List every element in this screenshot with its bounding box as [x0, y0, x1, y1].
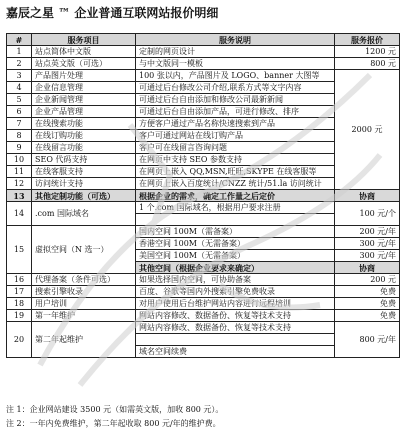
row-item: 用户培训: [32, 298, 136, 310]
row-item: 访问统计支持: [32, 178, 136, 190]
row-price: 200 元: [335, 274, 400, 286]
row-item: 在线留言功能: [32, 142, 136, 154]
row-num: 4: [7, 82, 32, 94]
row-desc: 网站内容修改、数据备份、恢复等技术支持: [136, 322, 335, 334]
price-table: [6, 33, 400, 358]
table-row: [7, 58, 400, 70]
row-num: 2: [7, 58, 32, 70]
header-num: #: [7, 34, 32, 46]
row-num: 3: [7, 70, 32, 82]
row-desc: 在网页上嵌入百度统计/CNZZ 统计/51.la 访问统计: [136, 178, 335, 190]
row-price: 协商: [335, 190, 400, 202]
row-num: 20: [7, 322, 32, 358]
row-num: 7: [7, 118, 32, 130]
row-num: 19: [7, 310, 32, 322]
footnote: 注 2：一年内免费维护，第二年起收取 800 元/年的维护费。: [6, 419, 221, 428]
table-row: [7, 274, 400, 286]
header-item: 服务项目: [32, 34, 136, 46]
footnotes: [6, 403, 223, 431]
row-num: 9: [7, 142, 32, 154]
row-desc: 1 个.com 国际域名，根据用户要求注册: [136, 202, 335, 214]
header-desc: 服务说明: [136, 34, 335, 46]
space-option: 香港空间 100M（无需备案）: [136, 238, 335, 250]
row-num: 13: [7, 190, 32, 202]
table-row: [7, 322, 400, 334]
row-item: SEO 代码支持: [32, 154, 136, 166]
row-item: 其他定制功能（可选）: [32, 190, 136, 202]
row-desc: 可通过后台自由添加产品，可进行修改、排序: [136, 106, 335, 118]
row-num: 11: [7, 166, 32, 178]
table-row: [7, 298, 400, 310]
row-desc: 100 张以内，产品图片及 LOGO、banner 大图等: [136, 70, 335, 82]
row-item: 第二年起维护: [32, 322, 136, 358]
row-item: 第一年维护: [32, 310, 136, 322]
table-header-row: [7, 34, 400, 46]
row-desc-empty: [136, 214, 335, 226]
row-num: 5: [7, 94, 32, 106]
row-desc: 与中文版同一模板: [136, 58, 335, 70]
table-row: [7, 70, 400, 82]
row-item: 企业产品管理: [32, 106, 136, 118]
space-other-price: 协商: [335, 262, 400, 274]
row-desc: 百度、谷歌等国内外搜索引擎免费收录: [136, 286, 335, 298]
row-desc: 在网页中支持 SEO 参数支持: [136, 154, 335, 166]
row-num: 15: [7, 226, 32, 274]
row-price: 1200 元: [335, 46, 400, 58]
row-price: 100 元/个: [335, 202, 400, 226]
space-option-price: 200 元/年: [335, 226, 400, 238]
row-item: 站点简体中文版: [32, 46, 136, 58]
row-desc: 对用户使用后台维护网站内容进行远程培训: [136, 298, 335, 310]
space-option-price: 300 元/年: [335, 250, 400, 262]
row-price: 免费: [335, 298, 400, 310]
row-item: .com 国际域名: [32, 202, 136, 226]
row-desc-empty: [136, 334, 335, 346]
row-item: 在线搜索功能: [32, 118, 136, 130]
row-num: 18: [7, 298, 32, 310]
row-item: 站点英文版（可选）: [32, 58, 136, 70]
row-desc: 域名空间续费: [136, 346, 335, 358]
row-num: 8: [7, 130, 32, 142]
row-item: 虚拟空间（N 选一）: [32, 226, 136, 274]
row-desc: 客户可在线留言咨询问题: [136, 142, 335, 154]
row-price: 免费: [335, 286, 400, 298]
row-desc: 方便客户通过产品名称快速搜索到产品: [136, 118, 335, 130]
row-desc: 可通过后台自由添加和修改公司最新新闻: [136, 94, 335, 106]
table-row: [7, 310, 400, 322]
row-num: 12: [7, 178, 32, 190]
row-num: 10: [7, 154, 32, 166]
row-num: 16: [7, 274, 32, 286]
merged-price: 2000 元: [335, 70, 400, 190]
header-price: 服务报价: [335, 34, 400, 46]
row-desc: 如果选择国内空间，可协助备案: [136, 274, 335, 286]
row-item: 代理备案（条件可选）: [32, 274, 136, 286]
row-price: 800 元/年: [335, 322, 400, 358]
row-desc: 客户可通过网站在线订购产品: [136, 130, 335, 142]
table-row: [7, 202, 400, 214]
page-title: 嘉辰之星 ™ 企业普通互联网站报价明细: [6, 6, 219, 20]
row-item: 产品图片处理: [32, 70, 136, 82]
row-item: 搜索引擎收录: [32, 286, 136, 298]
row-item: 在线订购功能: [32, 130, 136, 142]
space-option: 国内空间 100M（需备案）: [136, 226, 335, 238]
row-desc: 在网页上嵌入 QQ,MSN,旺旺,SKYPE 在线客服等: [136, 166, 335, 178]
row-item: 企业信息管理: [32, 82, 136, 94]
table-row: [7, 226, 400, 238]
space-option: 美国空间 100M（无需备案）: [136, 250, 335, 262]
row-price: 800 元: [335, 58, 400, 70]
row-num: 17: [7, 286, 32, 298]
space-option-price: 300 元/年: [335, 238, 400, 250]
space-other: 其他空间（根据企业要求来确定）: [136, 262, 335, 274]
row-desc: 可通过后台修改公司介绍,联系方式等文字内容: [136, 82, 335, 94]
row-desc: 根据企业的需求，确定工作量之后定价: [136, 190, 335, 202]
row-desc: 网站内容修改、数据备份、恢复等技术支持: [136, 310, 335, 322]
row-num: 14: [7, 202, 32, 226]
table-row: [7, 46, 400, 58]
footnote: 注 1：企业网站建设 3500 元（如需英文版，加收 800 元）。: [6, 405, 224, 414]
row-num: 6: [7, 106, 32, 118]
row-item: 企业新闻管理: [32, 94, 136, 106]
row-item: 在线客服支持: [32, 166, 136, 178]
row-price: 免费: [335, 310, 400, 322]
row-desc: 定制的网页设计: [136, 46, 335, 58]
table-row: [7, 286, 400, 298]
table-row-custom: [7, 190, 400, 202]
row-num: 1: [7, 46, 32, 58]
